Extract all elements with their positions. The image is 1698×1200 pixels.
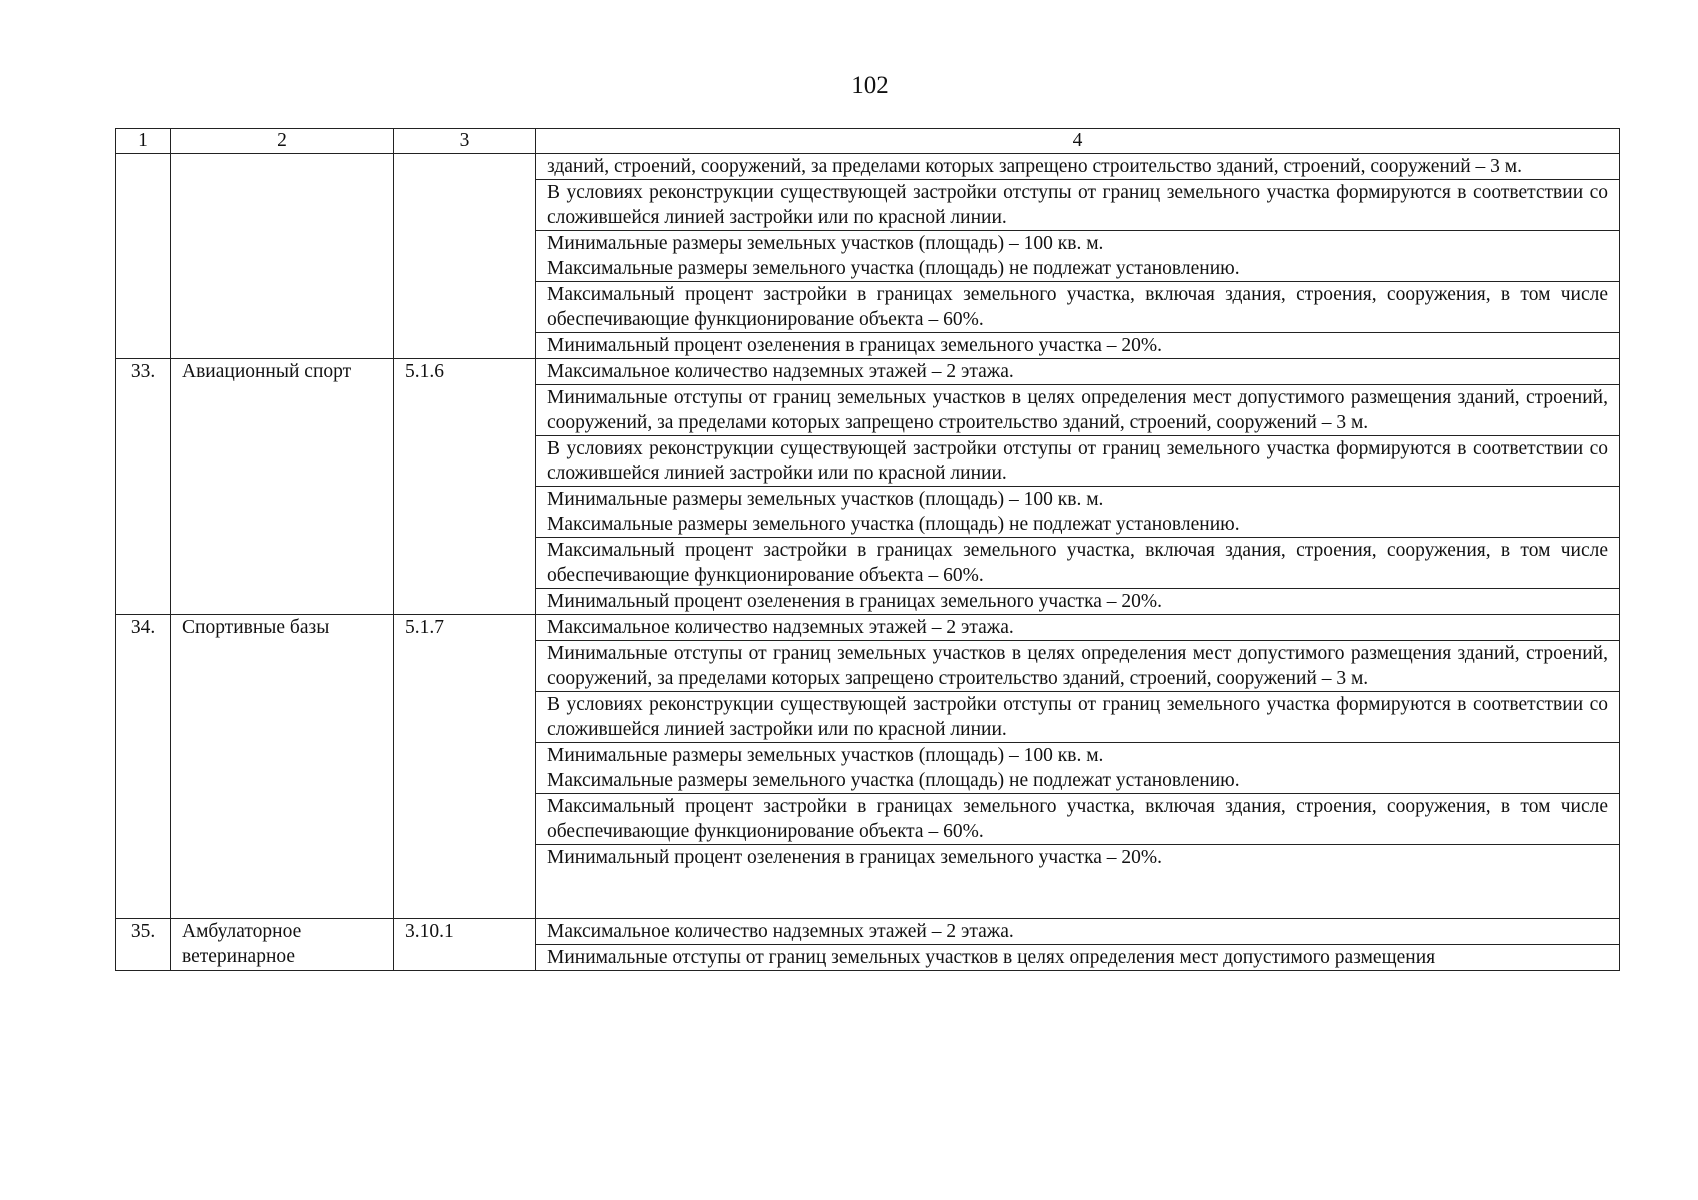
requirement-cell: Минимальные отступы от границ земельных участков в целях определения мест допустимого размещения зданий, строений, сооружений, за пределами которых запрещено строительство зданий, строений, сооружений – 3 м.: [536, 385, 1620, 436]
requirement-cell: Минимальные размеры земельных участков (площадь) – 100 кв. м. Максимальные размеры земельного участка (площадь) не подлежат установлению.: [536, 743, 1620, 794]
row-number: [116, 154, 171, 359]
requirement-cell: В условиях реконструкции существующей застройки отступы от границ земельного участка формируются в соответствии со сложившейся линией застройки или по красной линии.: [536, 692, 1620, 743]
requirement-cell: Максимальное количество надземных этажей – 2 этажа.: [536, 615, 1620, 641]
use-type-name: Спортивные базы: [171, 615, 394, 919]
use-type-name: Амбулаторное ветеринарное: [171, 919, 394, 971]
row-number: 33.: [116, 359, 171, 615]
requirement-cell: Максимальный процент застройки в границах земельного участка, включая здания, строения, сооружения, в том числе обеспечивающие функционирование объекта – 60%.: [536, 794, 1620, 845]
use-type-code: 5.1.7: [394, 615, 536, 919]
use-type-name: Авиационный спорт: [171, 359, 394, 615]
table-header-row: [116, 129, 1620, 154]
column-header: 1: [116, 129, 171, 154]
requirement-cell: Максимальное количество надземных этажей – 2 этажа.: [536, 359, 1620, 385]
use-type-code: 5.1.6: [394, 359, 536, 615]
table-row: [116, 615, 1620, 641]
row-number: 34.: [116, 615, 171, 919]
requirement-cell: зданий, строений, сооружений, за пределами которых запрещено строительство зданий, строений, сооружений – 3 м.: [536, 154, 1620, 180]
requirement-cell: Минимальный процент озеленения в границах земельного участка – 20%.: [536, 589, 1620, 615]
use-type-name: [171, 154, 394, 359]
requirement-cell: Минимальные отступы от границ земельных участков в целях определения мест допустимого размещения зданий, строений, сооружений, за пределами которых запрещено строительство зданий, строений, сооружений – 3 м.: [536, 641, 1620, 692]
requirement-cell: Минимальный процент озеленения в границах земельного участка – 20%.: [536, 333, 1620, 359]
requirement-cell: В условиях реконструкции существующей застройки отступы от границ земельного участка формируются в соответствии со сложившейся линией застройки или по красной линии.: [536, 180, 1620, 231]
requirement-cell: Максимальный процент застройки в границах земельного участка, включая здания, строения, сооружения, в том числе обеспечивающие функционирование объекта – 60%.: [536, 282, 1620, 333]
requirement-cell: Минимальный процент озеленения в границах земельного участка – 20%.: [536, 845, 1620, 919]
requirement-cell: Максимальный процент застройки в границах земельного участка, включая здания, строения, сооружения, в том числе обеспечивающие функционирование объекта – 60%.: [536, 538, 1620, 589]
column-header: 3: [394, 129, 536, 154]
zoning-regulations-table: [115, 128, 1620, 971]
requirement-cell: Максимальное количество надземных этажей – 2 этажа.: [536, 919, 1620, 945]
requirement-cell: Минимальные отступы от границ земельных участков в целях определения мест допустимого размещения: [536, 945, 1620, 971]
table-row: [116, 359, 1620, 385]
use-type-code: [394, 154, 536, 359]
continuation-row: [116, 154, 1620, 180]
table-row: [116, 919, 1620, 945]
column-header: 4: [536, 129, 1620, 154]
requirement-cell: Минимальные размеры земельных участков (площадь) – 100 кв. м. Максимальные размеры земельного участка (площадь) не подлежат установлению.: [536, 487, 1620, 538]
column-header: 2: [171, 129, 394, 154]
use-type-code: 3.10.1: [394, 919, 536, 971]
page-number: 102: [851, 72, 889, 99]
requirement-cell: В условиях реконструкции существующей застройки отступы от границ земельного участка формируются в соответствии со сложившейся линией застройки или по красной линии.: [536, 436, 1620, 487]
row-number: 35.: [116, 919, 171, 971]
requirement-cell: Минимальные размеры земельных участков (площадь) – 100 кв. м. Максимальные размеры земельного участка (площадь) не подлежат установлению.: [536, 231, 1620, 282]
